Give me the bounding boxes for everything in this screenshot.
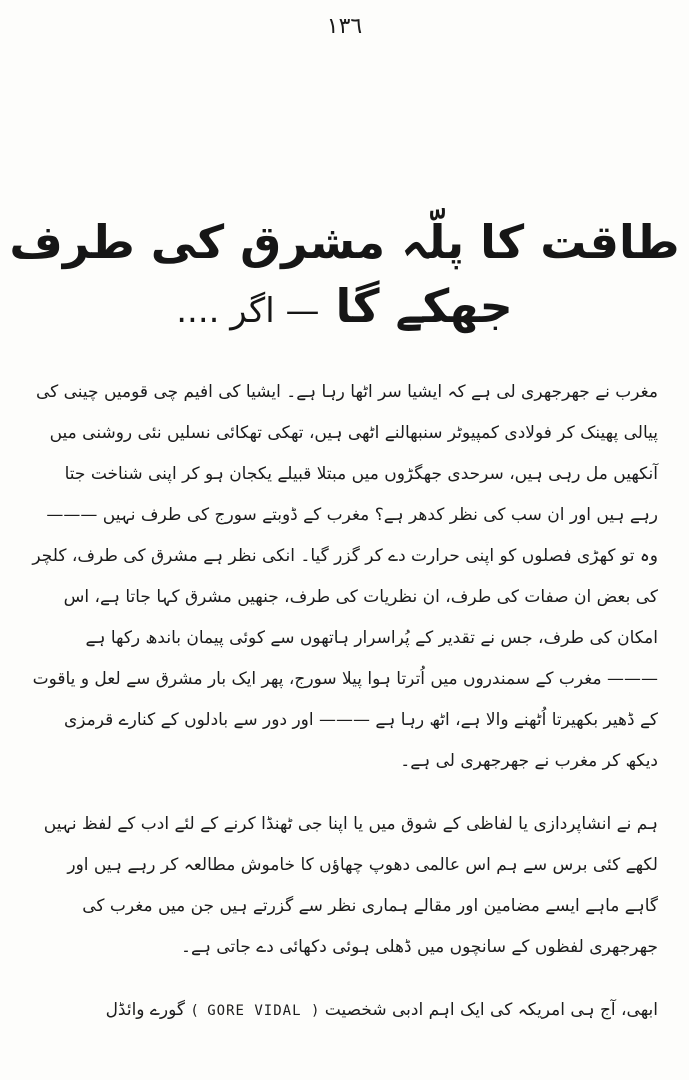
last-line-text: ابھی، آج ہی امریکہ کی ایک اہم ادبی شخصیت bbox=[324, 1000, 658, 1020]
paragraph-2: ہم نے انشاپردازی یا لفاظی کے شوق میں یا اپنا جی ٹھنڈا کرنے کے لئے ادب کے لفظ نہیں لکھے کئی برس سے ہم اس عالمی دھوپ چھاؤں کا خاموش مطالعہ کر رہے ہیں اور گاہے ماہے ایسے مضامین اور مقالے ہماری نظر سے گزرتے ہیں جن میں مغرب کی جھرجھری لفظوں کے سانچوں میں ڈھلی ہوئی دکھائی دے جاتی ہے۔ bbox=[43, 814, 658, 957]
author-urdu-name: گورے وائڈل bbox=[105, 1000, 185, 1020]
page-number: ١٣٦ bbox=[326, 14, 363, 39]
last-line bbox=[32, 990, 658, 1032]
article-headline bbox=[0, 210, 689, 339]
headline-trailing: — اگر .... bbox=[176, 291, 320, 332]
author-latin-name: ( GORE VIDAL ) bbox=[190, 1003, 320, 1019]
headline-main: طاقت کا پلّہ مشرق کی طرف جھکے گا bbox=[9, 215, 680, 334]
paragraph-1: مغرب نے جھرجھری لی ہے کہ ایشیا سر اٹھا رہا ہے۔ ایشیا کی افیم چی قومیں چینی کی پیالی پھینک کر فولادی کمپیوٹر سنبھالنے اٹھی ہیں، تھکی تھکائی نسلیں نئی روشنی میں آنکھیں مل رہی ہیں، سرحدی جھگڑوں میں مبتلا قبیلے یکجان ہو کر اپنی شناخت جتا رہے ہیں اور ان سب کی نظر کدھر ہے؟ مغرب کے ڈوبتے سورج کی طرف نہیں ——— وہ تو کھڑی فصلوں کو اپنی حرارت دے کر گزر گیا۔ انکی نظر ہے مشرق کی طرف، کلچر کی بعض ان صفات کی طرف، ان نظریات کی طرف، جنھیں مشرق کہا جاتا ہے، اس امکان کی طرف، جس نے تقدیر کے پُراسرار ہاتھوں سے کوئی پیمان باندھ رکھا ہے ——— مغرب کے سمندروں میں اُترتا ہوا پیلا سورج، پھر ایک بار مشرق سے لعل و یاقوت کے ڈھیر بکھیرتا اُٹھنے والا ہے، اٹھ رہا ہے ——— اور دور سے بادلوں کے کنارے قرمزی دیکھ کر مغرب نے جھرجھری لی ہے۔ bbox=[32, 382, 658, 771]
article-body bbox=[32, 372, 658, 1032]
